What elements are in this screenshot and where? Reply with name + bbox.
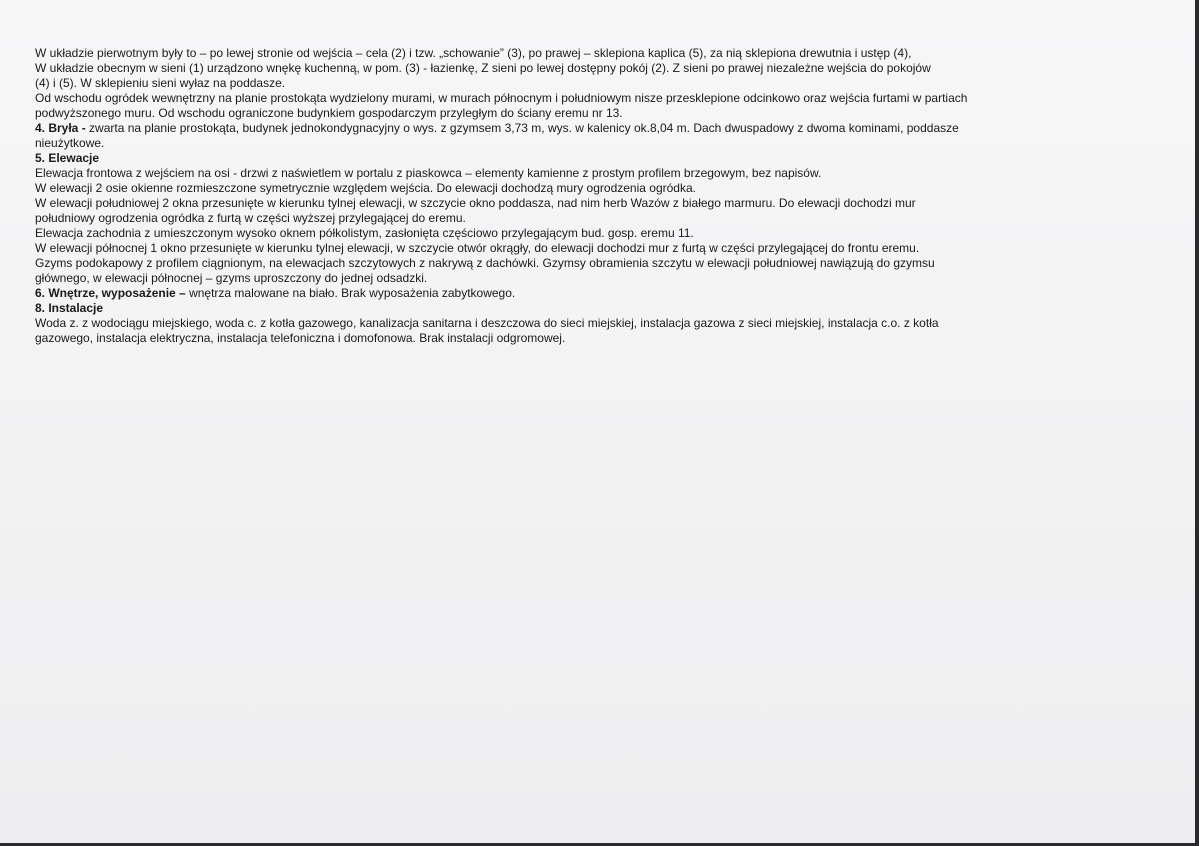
body-line: W elewacji południowej 2 okna przesunięte w kierunku tylnej elewacji, w szczycie okno poddasza, nad nim herb Wazów z białego marmuru. Do elewacji dochodzi mur: [35, 196, 916, 210]
section-wnetrze: [35, 286, 1170, 301]
body-line: W elewacji północnej 1 okno przesunięte w kierunku tylnej elewacji, w szczycie otwór okrągły, do elewacji dochodzi mur z furtą w części przylegającej do frontu eremu.: [35, 241, 920, 255]
body-line: Woda z. z wodociągu miejskiego, woda c. z kotła gazowego, kanalizacja sanitarna i deszczowa do sieci miejskiej, instalacja gazowa z sieci miejskiej, instalacja c.o. z kotła: [35, 316, 939, 330]
document-body: [35, 46, 1170, 346]
body-line: W elewacji 2 osie okienne rozmieszczone symetrycznie względem wejścia. Do elewacji dochodzą mury ogrodzenia ogródka.: [35, 181, 696, 195]
section-heading-instalacje: 8. Instalacje: [35, 301, 104, 315]
section-heading-wnetrze: 6. Wnętrze, wyposażenie –: [35, 286, 190, 300]
section-heading-bryla: 4. Bryła -: [35, 121, 90, 135]
body-line: W układzie pierwotnym były to – po lewej stronie od wejścia – cela (2) i tzw. „schowanie” (3), po prawej – sklepiona kaplica (5), za nią sklepiona drewutnia i ustęp (4),: [35, 46, 912, 60]
section-heading-elewacje: 5. Elewacje: [35, 151, 100, 165]
body-line: Gzyms podokapowy z profilem ciągnionym, na elewacjach szczytowych z nakrywą z dachówki. Gzymsy obramienia szczytu w elewacji południowej nawiązują do gzymsu: [35, 256, 935, 270]
body-line: Elewacja zachodnia z umieszczonym wysoko oknem półkolistym, zasłonięta częściowo przylegającym bud. gosp. eremu 11.: [35, 226, 694, 240]
body-line: W układzie obecnym w sieni (1) urządzono wnękę kuchenną, w pom. (3) - łazienkę, Z sieni po lewej dostępny pokój (2). Z sieni po prawej niezależne wejścia do pokojów: [35, 61, 931, 75]
body-line: Od wschodu ogródek wewnętrzny na planie prostokąta wydzielony murami, w murach północnym i południowym nisze przesklepione odcinkowo oraz wejścia furtami w partiach: [35, 91, 968, 105]
bryla-text: zwarta na planie prostokąta, budynek jednokondygnacyjny o wys. z gzymsem 3,73 m, wys. w kalenicy ok.8,04 m. Dach dwuspadowy z dwoma kominami, poddasze: [89, 121, 959, 135]
body-line: głównego, w elewacji północnej – gzyms uproszczony do jednej odsadzki.: [35, 271, 428, 285]
wnetrze-text: wnętrza malowane na biało. Brak wyposażenia zabytkowego.: [189, 286, 516, 300]
body-line: nieużytkowe.: [35, 136, 105, 150]
body-line: (4) i (5). W sklepieniu sieni wyłaz na poddasze.: [35, 76, 286, 90]
scan-edge-right: [1195, 0, 1199, 846]
section-bryla: [35, 121, 1170, 136]
body-line: Elewacja frontowa z wejściem na osi - drzwi z naświetlem w portalu z piaskowca – elementy kamienne z prostym profilem brzegowym, bez napisów.: [35, 166, 822, 180]
body-line: gazowego, instalacja elektryczna, instalacja telefoniczna i domofonowa. Brak instalacji odgromowej.: [35, 331, 566, 345]
body-line: podwyższonego muru. Od wschodu ograniczone budynkiem gospodarczym przyległym do ściany eremu nr 13.: [35, 106, 623, 120]
body-line: południowy ogrodzenia ogródka z furtą w części wyższej przylegającej do eremu.: [35, 211, 466, 225]
